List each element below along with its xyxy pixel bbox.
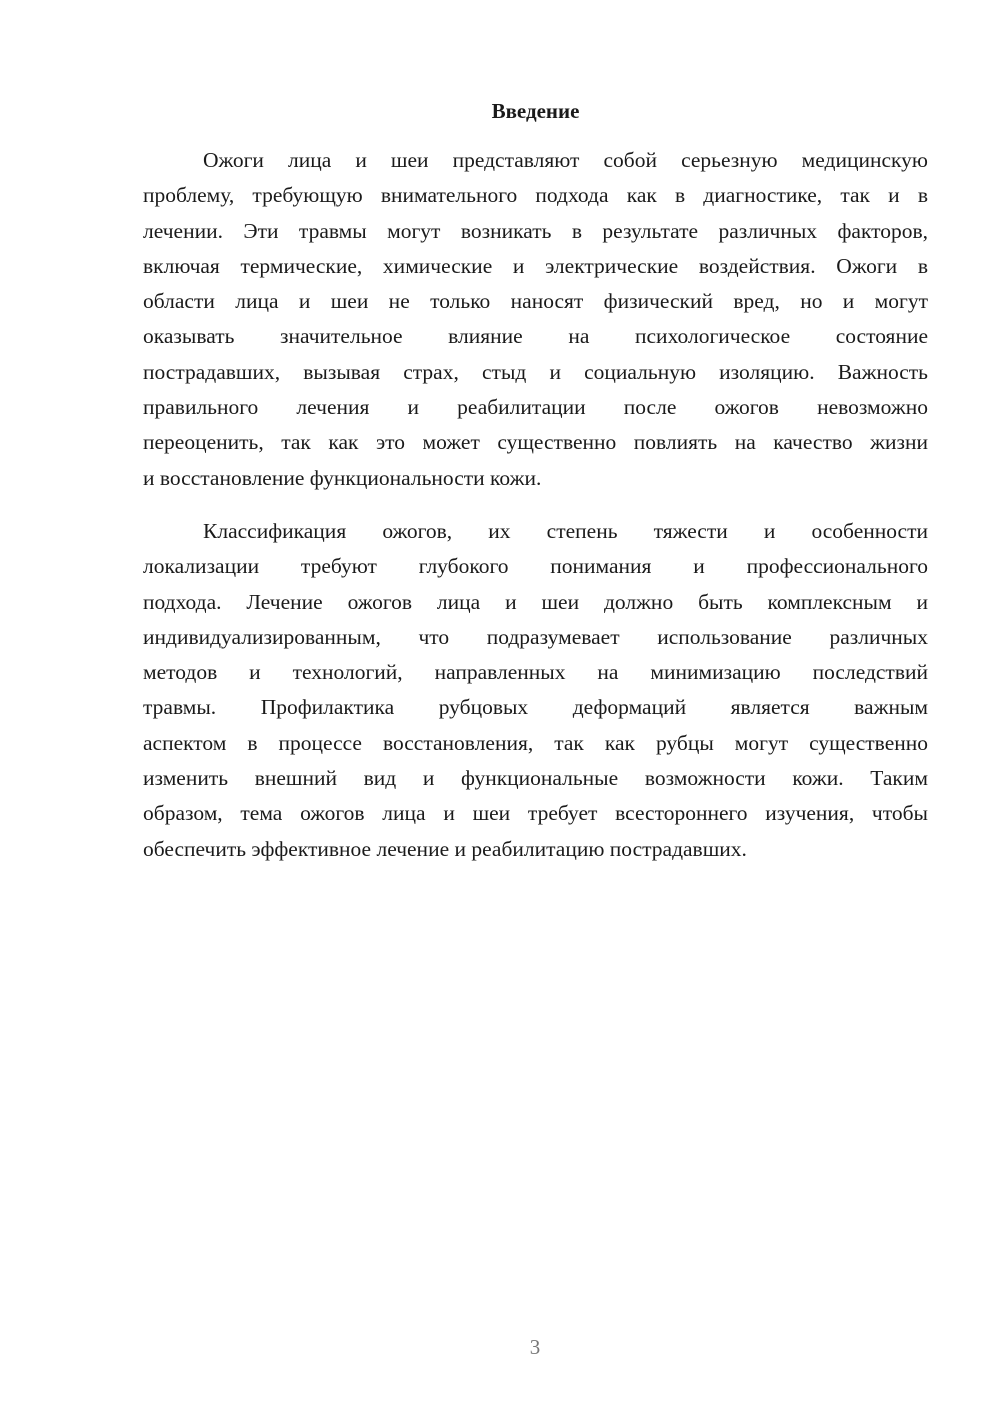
section-heading: Введение: [491, 99, 580, 123]
text-line: травмы. Профилактика рубцовых деформаций является важным: [143, 695, 928, 720]
text-line: локализации требуют глубокого понимания и профессионального: [143, 554, 928, 579]
text-line: лечении. Эти травмы могут возникать в результате различных факторов,: [143, 218, 928, 243]
text-line: изменить внешний вид и функциональные возможности кожи. Таким: [143, 766, 928, 791]
text-line: Классификация ожогов, их степень тяжести и особенности: [203, 519, 928, 543]
text-line: переоценить, так как это может существенно повлиять на качество жизни: [143, 430, 928, 455]
paragraph-introduction-2: [143, 514, 928, 867]
text-line: индивидуализированным, что подразумевает использование различных: [143, 624, 928, 649]
text-line: правильного лечения и реабилитации после ожогов невозможно: [143, 395, 928, 420]
text-line: области лица и шеи не только наносят физический вред, но и могут: [143, 289, 928, 314]
paragraph-introduction-1: [143, 143, 928, 496]
text-line: включая термические, химические и электрические воздействия. Ожоги в: [143, 253, 928, 278]
text-line: методов и технологий, направленных на минимизацию последствий: [143, 660, 928, 685]
text-line: проблему, требующую внимательного подхода как в диагностике, так и в: [143, 183, 928, 208]
text-line: и восстановление функциональности кожи.: [143, 465, 542, 490]
text-line: аспектом в процессе восстановления, так как рубцы могут существенно: [143, 730, 928, 755]
text-line: оказывать значительное влияние на психологическое состояние: [143, 324, 928, 349]
text-line: пострадавших, вызывая страх, стыд и социальную изоляцию. Важность: [143, 359, 928, 384]
text-line: обеспечить эффективное лечение и реабилитацию пострадавших.: [143, 836, 747, 861]
text-line: Ожоги лица и шеи представляют собой серьезную медицинскую: [203, 148, 928, 172]
page-number: 3: [529, 1335, 541, 1359]
text-line: подхода. Лечение ожогов лица и шеи должно быть комплексным и: [143, 589, 928, 614]
text-line: образом, тема ожогов лица и шеи требует всестороннего изучения, чтобы: [143, 801, 928, 826]
